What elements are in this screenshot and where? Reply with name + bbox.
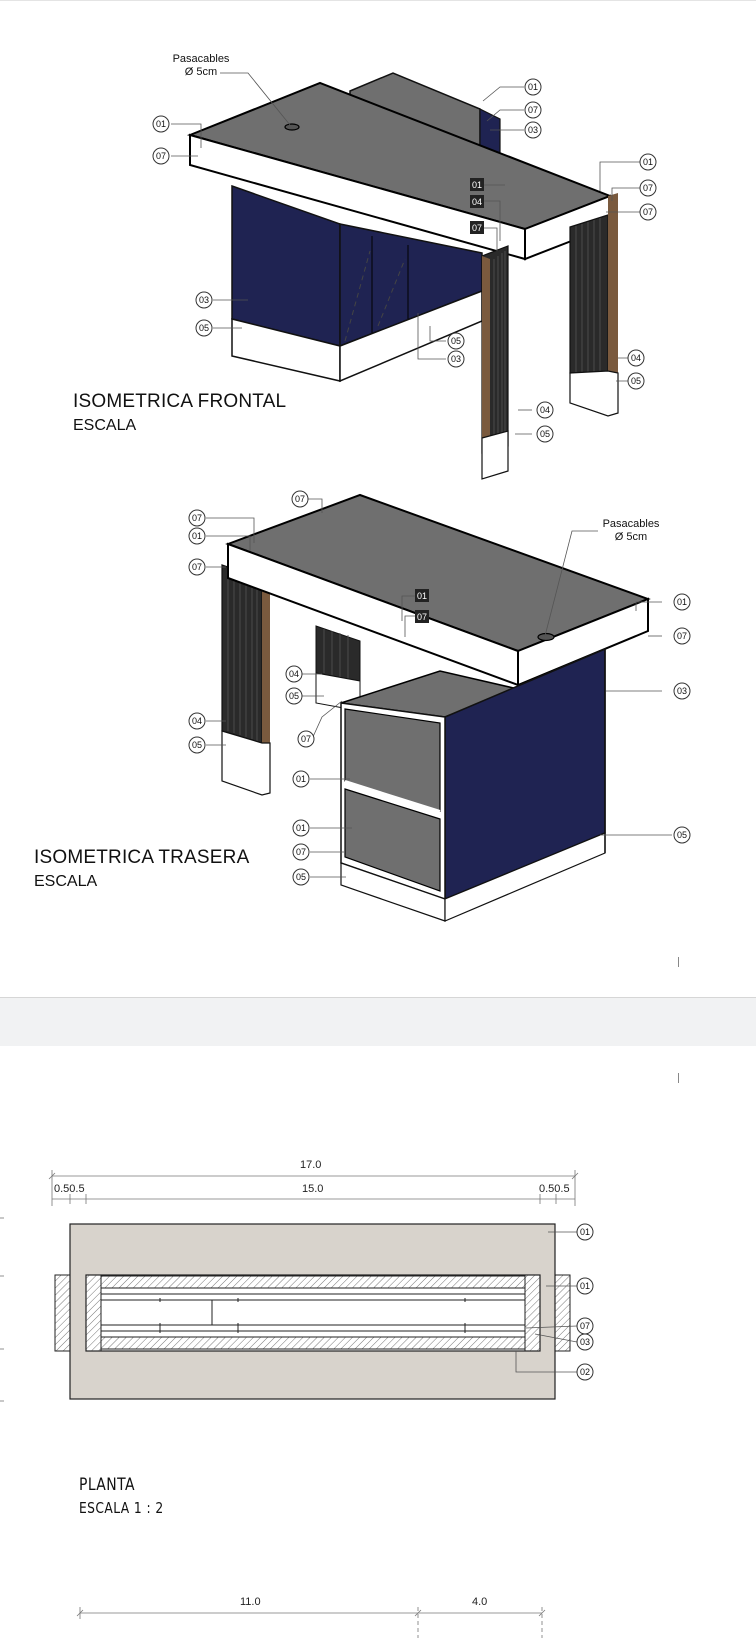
- svg-text:05: 05: [288, 691, 300, 701]
- callout-01: [153, 116, 169, 132]
- callout-07: [525, 102, 541, 118]
- svg-text:03: 03: [198, 295, 210, 305]
- callout-02: [577, 1364, 593, 1380]
- callout-03: [674, 683, 690, 699]
- callout-05: [448, 333, 464, 349]
- plan-view-drawing: [0, 1046, 756, 1638]
- svg-text:01: 01: [416, 591, 428, 601]
- svg-text:03: 03: [450, 354, 462, 364]
- svg-text:03: 03: [579, 1337, 591, 1347]
- cable-hole-note-diameter: Ø 5cm: [614, 531, 648, 543]
- svg-text:05: 05: [191, 740, 203, 750]
- callout-05: [293, 869, 309, 885]
- callout-01: [293, 771, 309, 787]
- svg-text:01: 01: [471, 180, 483, 190]
- page-separator: [0, 997, 756, 1047]
- svg-text:07: 07: [416, 612, 428, 622]
- svg-text:01: 01: [642, 157, 654, 167]
- plan-rail-top: [101, 1276, 525, 1288]
- svg-text:07: 07: [471, 223, 483, 233]
- svg-text:01: 01: [579, 1227, 591, 1237]
- dimension-middle: 15.0: [302, 1183, 324, 1195]
- plan-callout-circles: [577, 1224, 593, 1380]
- callout-03: [525, 122, 541, 138]
- rear-leg-slats: [316, 626, 360, 681]
- svg-text:07: 07: [642, 183, 654, 193]
- plan-rail-bottom: [101, 1337, 525, 1349]
- cable-grommet: [538, 634, 554, 641]
- cable-grommet: [285, 124, 299, 130]
- box-callout-07: [415, 610, 429, 623]
- plan-left-leg: [55, 1275, 70, 1351]
- callout-03: [196, 292, 212, 308]
- svg-text:03: 03: [527, 125, 539, 135]
- svg-text:01: 01: [191, 531, 203, 541]
- callout-07: [293, 844, 309, 860]
- svg-text:07: 07: [295, 847, 307, 857]
- svg-text:07: 07: [642, 207, 654, 217]
- callout-05: [189, 737, 205, 753]
- callout-07: [640, 180, 656, 196]
- callout-05: [537, 426, 553, 442]
- page-edge-mark: [678, 957, 679, 967]
- svg-text:07: 07: [191, 513, 203, 523]
- callout-03: [448, 351, 464, 367]
- callout-03: [577, 1334, 593, 1350]
- callout-01: [189, 528, 205, 544]
- svg-text:01: 01: [579, 1281, 591, 1291]
- svg-text:07: 07: [676, 631, 688, 641]
- callout-05: [674, 827, 690, 843]
- svg-text:03: 03: [676, 686, 688, 696]
- callout-04: [189, 713, 205, 729]
- svg-text:05: 05: [676, 830, 688, 840]
- svg-text:05: 05: [630, 376, 642, 386]
- front-leg-base: [482, 431, 508, 479]
- callout-01: [577, 1224, 593, 1240]
- callout-01: [674, 594, 690, 610]
- callout-01: [293, 820, 309, 836]
- callout-07: [674, 628, 690, 644]
- back-cable-hole-note: [596, 518, 666, 544]
- cable-hole-note-label: Pasacables: [172, 53, 230, 65]
- svg-text:07: 07: [579, 1321, 591, 1331]
- sheet-page-2: [0, 1046, 756, 1638]
- svg-text:04: 04: [471, 197, 483, 207]
- callout-07: [189, 559, 205, 575]
- plan-inner-left-end: [86, 1275, 101, 1351]
- svg-text:05: 05: [539, 429, 551, 439]
- callout-07: [189, 510, 205, 526]
- callout-01: [525, 79, 541, 95]
- rear-leg-base: [570, 371, 618, 416]
- svg-text:07: 07: [191, 562, 203, 572]
- callout-01: [577, 1278, 593, 1294]
- svg-text:04: 04: [288, 669, 300, 679]
- dimension-right-offsets: 0.50.5: [539, 1183, 570, 1195]
- callout-07: [577, 1318, 593, 1334]
- svg-text:01: 01: [155, 119, 167, 129]
- rear-leg-wood-edge: [608, 193, 618, 376]
- svg-text:05: 05: [450, 336, 462, 346]
- plan-scale: ESCALA 1 : 2: [79, 1499, 164, 1517]
- svg-text:07: 07: [294, 494, 306, 504]
- svg-text:07: 07: [527, 105, 539, 115]
- front-view-title: ISOMETRICA FRONTAL: [73, 391, 287, 412]
- svg-text:04: 04: [630, 353, 642, 363]
- callout-05: [628, 373, 644, 389]
- dimension-a: 11.0: [240, 1596, 261, 1608]
- callout-01: [640, 154, 656, 170]
- callout-07: [153, 148, 169, 164]
- svg-text:02: 02: [579, 1367, 591, 1377]
- dimension-b: 4.0: [472, 1596, 488, 1608]
- svg-text:01: 01: [295, 774, 307, 784]
- front-leg-wood-edge: [482, 256, 490, 438]
- svg-text:01: 01: [295, 823, 307, 833]
- left-leg-wood-edge: [262, 579, 270, 743]
- callout-07: [298, 731, 314, 747]
- back-view-title: ISOMETRICA TRASERA: [34, 847, 250, 868]
- box-callout-04: [470, 195, 484, 208]
- callout-04: [537, 402, 553, 418]
- svg-text:01: 01: [676, 597, 688, 607]
- svg-text:07: 07: [300, 734, 312, 744]
- dimension-total: 17.0: [300, 1159, 322, 1171]
- callout-04: [286, 666, 302, 682]
- svg-text:04: 04: [191, 716, 203, 726]
- callout-07: [640, 204, 656, 220]
- svg-text:05: 05: [198, 323, 210, 333]
- front-view-scale: ESCALA: [73, 417, 137, 434]
- cable-hole-note: [163, 53, 239, 79]
- box-callout-01: [470, 178, 484, 191]
- box-callout-07: [470, 221, 484, 234]
- callout-07: [292, 491, 308, 507]
- back-view-scale: ESCALA: [34, 873, 98, 890]
- cable-hole-note-label: Pasacables: [602, 518, 660, 530]
- plan-title: PLANTA: [79, 1475, 135, 1495]
- next-view-dimension-lines: [77, 1607, 545, 1638]
- svg-text:05: 05: [295, 872, 307, 882]
- callout-04: [628, 350, 644, 366]
- cable-hole-note-diameter: Ø 5cm: [184, 66, 218, 78]
- callout-05: [286, 688, 302, 704]
- plan-inner-right-end: [525, 1275, 540, 1351]
- box-callout-01: [415, 589, 429, 602]
- callout-05: [196, 320, 212, 336]
- dimension-left-offsets: 0.50.5: [54, 1183, 85, 1195]
- back-isometric-drawing: [0, 481, 756, 981]
- front-callout-boxes: [470, 178, 484, 234]
- svg-text:01: 01: [527, 82, 539, 92]
- svg-text:07: 07: [155, 151, 167, 161]
- cabinet-front-panel: [232, 186, 340, 346]
- svg-text:04: 04: [539, 405, 551, 415]
